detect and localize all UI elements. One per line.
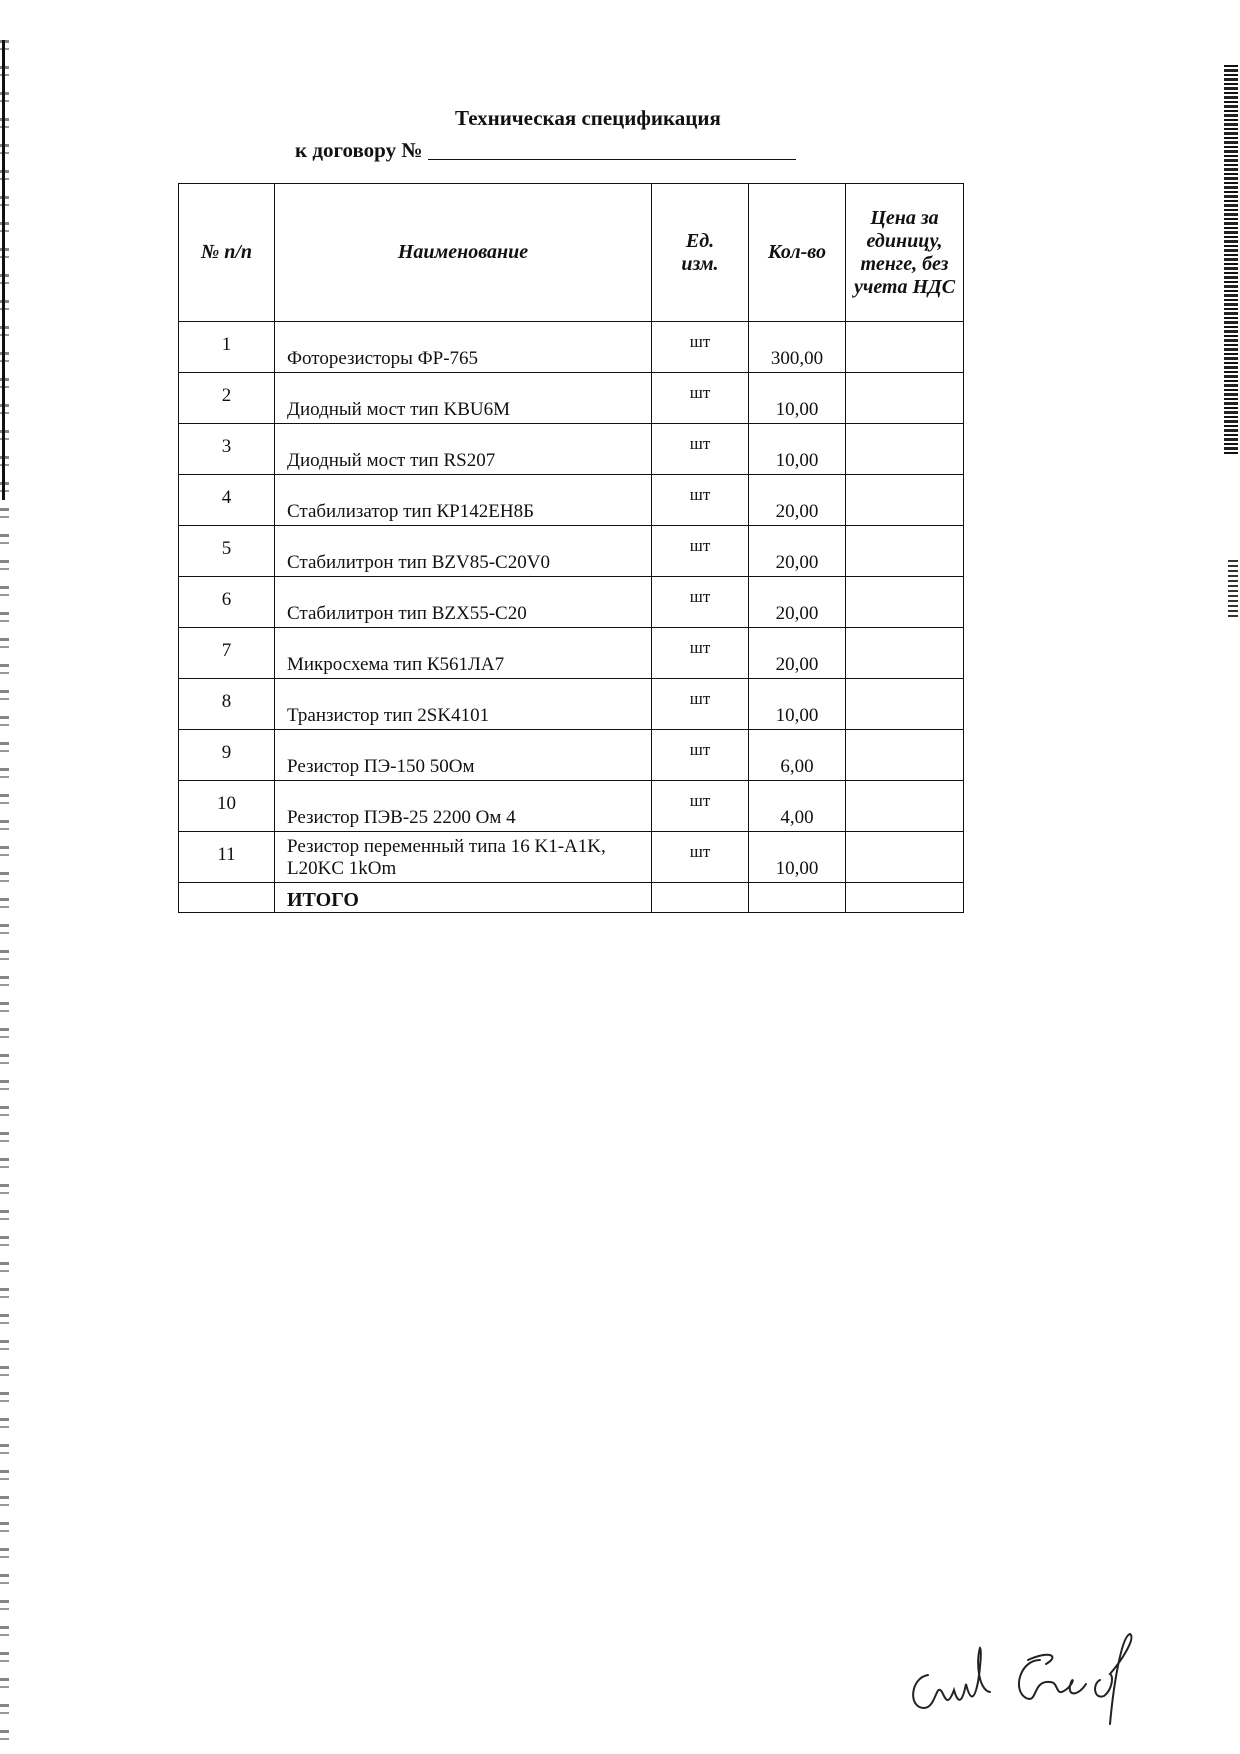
row-price <box>846 577 964 628</box>
row-price <box>846 424 964 475</box>
signatures-image <box>900 1620 1140 1730</box>
total-label: ИТОГО <box>275 883 652 913</box>
row-price <box>846 322 964 373</box>
row-name: Фоторезисторы ФР-765 <box>275 322 652 373</box>
row-name: Резистор ПЭВ-25 2200 Ом 4 <box>275 781 652 832</box>
row-name: Стабилитрон тип BZX55-C20 <box>275 577 652 628</box>
row-name: Стабилизатор тип КР142ЕН8Б <box>275 475 652 526</box>
row-unit: шт <box>652 577 749 628</box>
row-unit: шт <box>652 475 749 526</box>
row-name: Транзистор тип 2SK4101 <box>275 679 652 730</box>
row-unit: шт <box>652 781 749 832</box>
row-number: 8 <box>179 679 275 730</box>
header-price: Цена за единицу, тенге, без учета НДС <box>846 184 964 322</box>
table-row <box>179 373 964 424</box>
row-price <box>846 628 964 679</box>
total-empty-no <box>179 883 275 913</box>
row-number: 9 <box>179 730 275 781</box>
row-quantity: 20,00 <box>749 475 846 526</box>
row-name: Диодный мост тип KBU6M <box>275 373 652 424</box>
total-empty-unit <box>652 883 749 913</box>
row-price <box>846 781 964 832</box>
row-quantity: 20,00 <box>749 577 846 628</box>
row-quantity: 20,00 <box>749 628 846 679</box>
row-number: 10 <box>179 781 275 832</box>
header-unit: Ед. изм. <box>652 184 749 322</box>
row-price <box>846 475 964 526</box>
scan-edge-right-marks <box>1228 560 1238 620</box>
row-name: Резистор ПЭ-150 50Ом <box>275 730 652 781</box>
row-unit: шт <box>652 730 749 781</box>
table-row <box>179 577 964 628</box>
row-number: 4 <box>179 475 275 526</box>
row-number: 2 <box>179 373 275 424</box>
total-row <box>179 883 964 913</box>
table-row <box>179 526 964 577</box>
row-number: 11 <box>179 832 275 883</box>
row-quantity: 4,00 <box>749 781 846 832</box>
row-unit: шт <box>652 526 749 577</box>
scan-edge-right-barcode <box>1224 65 1238 455</box>
table-row <box>179 424 964 475</box>
row-quantity: 10,00 <box>749 679 846 730</box>
row-quantity: 20,00 <box>749 526 846 577</box>
contract-reference <box>295 138 796 163</box>
table-row <box>179 475 964 526</box>
row-number: 6 <box>179 577 275 628</box>
row-number: 7 <box>179 628 275 679</box>
row-number: 1 <box>179 322 275 373</box>
table-row <box>179 322 964 373</box>
table-row <box>179 730 964 781</box>
row-quantity: 10,00 <box>749 424 846 475</box>
row-number: 3 <box>179 424 275 475</box>
row-quantity: 300,00 <box>749 322 846 373</box>
total-empty-qty <box>749 883 846 913</box>
row-price <box>846 832 964 883</box>
row-unit: шт <box>652 628 749 679</box>
contract-number-blank <box>428 159 796 160</box>
row-name: Резистор переменный типа 16 K1-A1K, L20KC 1kOm <box>275 832 652 883</box>
row-quantity: 6,00 <box>749 730 846 781</box>
row-name: Микросхема тип К561ЛА7 <box>275 628 652 679</box>
table-row <box>179 832 964 883</box>
row-unit: шт <box>652 322 749 373</box>
row-unit: шт <box>652 424 749 475</box>
header-no: № п/п <box>179 184 275 322</box>
table-row <box>179 628 964 679</box>
row-price <box>846 730 964 781</box>
contract-prefix: к договору № <box>295 138 423 162</box>
table-row <box>179 679 964 730</box>
scan-edge-left-line <box>2 40 5 500</box>
row-price <box>846 679 964 730</box>
row-price <box>846 526 964 577</box>
row-price <box>846 373 964 424</box>
row-number: 5 <box>179 526 275 577</box>
total-empty-price <box>846 883 964 913</box>
row-name: Диодный мост тип RS207 <box>275 424 652 475</box>
row-quantity: 10,00 <box>749 832 846 883</box>
row-name: Стабилитрон тип BZV85-C20V0 <box>275 526 652 577</box>
row-unit: шт <box>652 832 749 883</box>
document-title: Техническая спецификация <box>455 106 721 130</box>
header-name: Наименование <box>275 184 652 322</box>
row-unit: шт <box>652 679 749 730</box>
table-header-row <box>179 184 964 322</box>
specification-table <box>178 183 964 913</box>
header-qty: Кол-во <box>749 184 846 322</box>
row-quantity: 10,00 <box>749 373 846 424</box>
row-unit: шт <box>652 373 749 424</box>
table-row <box>179 781 964 832</box>
